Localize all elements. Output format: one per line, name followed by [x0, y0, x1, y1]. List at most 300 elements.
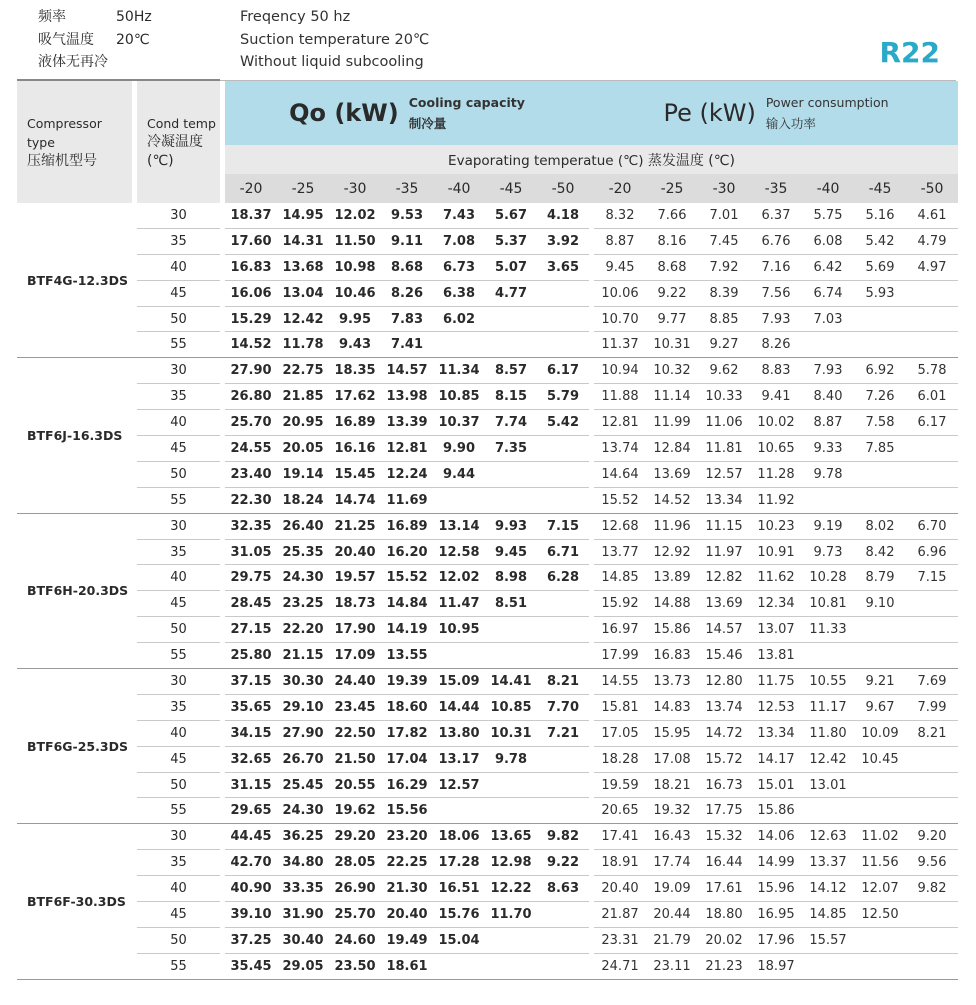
subcooling-label-cn: 液体无再冷: [38, 54, 108, 70]
pe-cell: 6.74: [802, 280, 854, 306]
qo-cell: 20.05: [277, 436, 329, 462]
pe-cell: 15.01: [750, 772, 802, 798]
pe-cell: 8.02: [854, 513, 906, 539]
pe-cell: [906, 461, 958, 487]
pe-cell: [854, 332, 906, 358]
pe-cell: 13.69: [698, 591, 750, 617]
pe-cell: 6.42: [802, 254, 854, 280]
evap-header: [225, 145, 958, 174]
pe-cell: 8.83: [750, 358, 802, 384]
cond-temp-cell: 40: [137, 876, 220, 902]
qo-cell: 14.31: [277, 228, 329, 254]
pe-cell: 20.02: [698, 927, 750, 953]
table-row: [17, 876, 958, 902]
pe-cell: 6.17: [906, 410, 958, 436]
table-row: [17, 824, 958, 850]
pe-title: Pe (kW): [663, 99, 756, 127]
qo-cell: 6.73: [433, 254, 485, 280]
qo-cell: 16.89: [381, 513, 433, 539]
pe-cell: [906, 617, 958, 643]
pe-cell: 7.93: [750, 306, 802, 332]
qo-cell: 26.40: [277, 513, 329, 539]
pe-cell: 9.78: [802, 461, 854, 487]
cond-temp-cell: 35: [137, 850, 220, 876]
pe-cell: 9.19: [802, 513, 854, 539]
pe-cell: [854, 798, 906, 824]
qo-cell: 29.20: [329, 824, 381, 850]
pe-cell: 17.41: [594, 824, 646, 850]
qo-cell: 9.22: [537, 850, 589, 876]
pe-cell: 8.79: [854, 565, 906, 591]
pe-cell: [854, 306, 906, 332]
qo-cell: 18.06: [433, 824, 485, 850]
qo-cell: [537, 902, 589, 928]
pe-cell: 20.65: [594, 798, 646, 824]
qo-cell: 5.42: [537, 410, 589, 436]
pe-cell: 19.59: [594, 772, 646, 798]
pe-cell: 11.37: [594, 332, 646, 358]
pe-cell: [906, 902, 958, 928]
qo-cell: 23.20: [381, 824, 433, 850]
qo-cell: [485, 461, 537, 487]
freq-label-cn: 频率: [38, 9, 66, 25]
qo-cell: [433, 487, 485, 513]
pe-cell: 15.32: [698, 824, 750, 850]
qo-cell: 7.70: [537, 694, 589, 720]
pe-cell: 17.99: [594, 643, 646, 669]
qo-cell: [537, 306, 589, 332]
pe-cell: 15.57: [802, 927, 854, 953]
qo-cell: 19.62: [329, 798, 381, 824]
cond-temp-cell: 40: [137, 254, 220, 280]
pe-cell: 16.73: [698, 772, 750, 798]
qo-cell: 8.21: [537, 669, 589, 695]
pe-cell: 13.69: [646, 461, 698, 487]
pe-cell: [854, 643, 906, 669]
cond-temp-cell: 30: [137, 203, 220, 228]
cond-temp-header: [137, 81, 220, 203]
qo-cell: 7.35: [485, 436, 537, 462]
qo-cell: 28.05: [329, 850, 381, 876]
qo-cell: 15.45: [329, 461, 381, 487]
pe-cell: 14.72: [698, 720, 750, 746]
suction-en: Suction temperature 20℃: [240, 31, 430, 48]
qo-cell: 10.31: [485, 720, 537, 746]
table-row: [17, 694, 958, 720]
qo-cell: 9.90: [433, 436, 485, 462]
cond-temp-cell: 35: [137, 384, 220, 410]
pe-cell: [906, 772, 958, 798]
pe-cell: 14.55: [594, 669, 646, 695]
pe-cell: 8.68: [646, 254, 698, 280]
qo-cell: 26.70: [277, 746, 329, 772]
spec-cn-block: [38, 6, 152, 74]
qo-cell: [537, 953, 589, 979]
cond-temp-cell: 30: [137, 358, 220, 384]
qo-cell: 8.26: [381, 280, 433, 306]
cond-temp-cell: 50: [137, 617, 220, 643]
pe-cell: 14.85: [802, 902, 854, 928]
pe-cell: [802, 332, 854, 358]
pe-cell: 9.45: [594, 254, 646, 280]
pe-cell: 9.77: [646, 306, 698, 332]
pe-cell: 11.92: [750, 487, 802, 513]
qo-cell: 23.50: [329, 953, 381, 979]
table-row: [17, 513, 958, 539]
pe-cell: 8.85: [698, 306, 750, 332]
cond-temp-cell: 30: [137, 824, 220, 850]
pe-cell: 9.67: [854, 694, 906, 720]
qo-cell: 15.52: [381, 565, 433, 591]
evap-temp-pe: -40: [802, 174, 854, 203]
pe-cell: 18.91: [594, 850, 646, 876]
model-name: BTF6H-20.3DS: [17, 513, 132, 668]
pe-cell: 13.81: [750, 643, 802, 669]
table-row: [17, 254, 958, 280]
qo-cell: 10.85: [485, 694, 537, 720]
qo-cell: 9.44: [433, 461, 485, 487]
qo-cell: 18.60: [381, 694, 433, 720]
qo-cell: [537, 436, 589, 462]
pe-cell: [802, 798, 854, 824]
qo-cell: 24.60: [329, 927, 381, 953]
qo-cell: 32.35: [225, 513, 277, 539]
pe-cell: 8.42: [854, 539, 906, 565]
evap-temp-qo: -25: [277, 174, 329, 203]
pe-cell: 12.57: [698, 461, 750, 487]
table-row: [17, 617, 958, 643]
qo-cell: 20.55: [329, 772, 381, 798]
qo-cell: [485, 953, 537, 979]
cond-temp-cell: 35: [137, 539, 220, 565]
pe-cell: 9.41: [750, 384, 802, 410]
qo-cell: 7.15: [537, 513, 589, 539]
pe-cell: 11.97: [698, 539, 750, 565]
qo-cell: 4.77: [485, 280, 537, 306]
subcooling-en: Without liquid subcooling: [240, 54, 424, 70]
qo-cell: 9.45: [485, 539, 537, 565]
qo-cell: 27.90: [277, 720, 329, 746]
qo-cell: 11.50: [329, 228, 381, 254]
qo-cell: 24.30: [277, 798, 329, 824]
pe-cell: 14.99: [750, 850, 802, 876]
pe-cell: 13.74: [698, 694, 750, 720]
qo-cell: 31.90: [277, 902, 329, 928]
qo-cell: 25.70: [329, 902, 381, 928]
qo-cell: [537, 617, 589, 643]
cond-temp-cell: 30: [137, 669, 220, 695]
pe-cell: 5.78: [906, 358, 958, 384]
pe-cell: 13.73: [646, 669, 698, 695]
pe-cell: [906, 280, 958, 306]
cond-temp-cell: 50: [137, 461, 220, 487]
qo-cell: 29.75: [225, 565, 277, 591]
pe-cell: 14.88: [646, 591, 698, 617]
qo-cell: 25.70: [225, 410, 277, 436]
cond-temp-cell: 55: [137, 332, 220, 358]
compressor-type-cn: 压缩机型号: [27, 152, 97, 169]
pe-cell: 21.23: [698, 953, 750, 979]
pe-cell: 15.52: [594, 487, 646, 513]
pe-cell: 19.09: [646, 876, 698, 902]
pe-cell: 13.34: [698, 487, 750, 513]
pe-cell: 11.06: [698, 410, 750, 436]
qo-cell: 14.57: [381, 358, 433, 384]
pe-cell: 7.03: [802, 306, 854, 332]
pe-cell: 14.12: [802, 876, 854, 902]
qo-cell: 6.17: [537, 358, 589, 384]
qo-cell: 8.51: [485, 591, 537, 617]
evap-temp-qo: -30: [329, 174, 381, 203]
evap-temp-qo: -40: [433, 174, 485, 203]
pe-cell: 16.44: [698, 850, 750, 876]
qo-cell: 19.57: [329, 565, 381, 591]
qo-cell: 8.63: [537, 876, 589, 902]
pe-cell: [906, 953, 958, 979]
pe-cell: 17.74: [646, 850, 698, 876]
qo-cell: 15.09: [433, 669, 485, 695]
pe-cell: 13.07: [750, 617, 802, 643]
qo-cell: 20.40: [329, 539, 381, 565]
qo-cell: 5.79: [537, 384, 589, 410]
qo-cell: 7.83: [381, 306, 433, 332]
pe-cell: 10.23: [750, 513, 802, 539]
pe-cell: 8.32: [594, 203, 646, 228]
qo-cell: 10.37: [433, 410, 485, 436]
qo-cell: 20.95: [277, 410, 329, 436]
pe-cell: [906, 436, 958, 462]
qo-cell: 10.98: [329, 254, 381, 280]
qo-cell: 25.35: [277, 539, 329, 565]
qo-cell: 35.65: [225, 694, 277, 720]
pe-cell: 11.15: [698, 513, 750, 539]
evap-temp-pe: -50: [906, 174, 958, 203]
cond-temp-cell: 55: [137, 487, 220, 513]
pe-cell: [906, 487, 958, 513]
qo-cell: 15.76: [433, 902, 485, 928]
cond-temp-cell: 50: [137, 306, 220, 332]
qo-cell: 13.98: [381, 384, 433, 410]
cond-temp-unit: (℃): [147, 152, 174, 169]
qo-cell: 12.98: [485, 850, 537, 876]
pe-cell: 18.80: [698, 902, 750, 928]
pe-cell: 17.61: [698, 876, 750, 902]
pe-cell: [854, 461, 906, 487]
qo-cell: 6.02: [433, 306, 485, 332]
evap-temp-pe: -45: [854, 174, 906, 203]
qo-cell: 29.05: [277, 953, 329, 979]
pe-cell: 24.71: [594, 953, 646, 979]
evap-temp-qo: -50: [537, 174, 589, 203]
qo-cell: 11.47: [433, 591, 485, 617]
pe-cell: [854, 487, 906, 513]
pe-cell: 6.37: [750, 203, 802, 228]
qo-cell: 17.82: [381, 720, 433, 746]
pe-cell: 4.61: [906, 203, 958, 228]
table-row: [17, 461, 958, 487]
qo-cell: 40.90: [225, 876, 277, 902]
refrigerant-badge: R22: [879, 36, 940, 69]
evap-temp-pe: -30: [698, 174, 750, 203]
qo-cell: 24.30: [277, 565, 329, 591]
qo-cell: [433, 332, 485, 358]
pe-cell: 12.68: [594, 513, 646, 539]
qo-cell: [433, 643, 485, 669]
qo-cell: 12.24: [381, 461, 433, 487]
pe-cell: 8.21: [906, 720, 958, 746]
model-name: BTF6G-25.3DS: [17, 669, 132, 824]
qo-cell: 35.45: [225, 953, 277, 979]
qo-cell: 21.30: [381, 876, 433, 902]
pe-cell: 12.07: [854, 876, 906, 902]
cond-temp-cell: 45: [137, 746, 220, 772]
pe-cell: 17.75: [698, 798, 750, 824]
freq-en: Freqency 50 hz: [240, 9, 351, 25]
pe-cell: 12.50: [854, 902, 906, 928]
qo-cell: 14.41: [485, 669, 537, 695]
pe-cell: 7.56: [750, 280, 802, 306]
table-row: [17, 772, 958, 798]
pe-cell: 13.74: [594, 436, 646, 462]
pe-cell: 9.33: [802, 436, 854, 462]
qo-cell: 3.65: [537, 254, 589, 280]
compressor-type-header: [17, 81, 132, 203]
qo-cell: 10.46: [329, 280, 381, 306]
table-row: [17, 306, 958, 332]
pe-cell: 7.69: [906, 669, 958, 695]
model-name: BTF6F-30.3DS: [17, 824, 132, 979]
cond-temp-cell: 50: [137, 927, 220, 953]
evap-temp-qo: -20: [225, 174, 277, 203]
qo-cell: 13.55: [381, 643, 433, 669]
pe-cell: 6.01: [906, 384, 958, 410]
qo-cell: 4.18: [537, 203, 589, 228]
pe-cell: 20.44: [646, 902, 698, 928]
pe-cell: 17.05: [594, 720, 646, 746]
pe-cell: 19.32: [646, 798, 698, 824]
qo-cell: 7.21: [537, 720, 589, 746]
pe-cell: 15.95: [646, 720, 698, 746]
qo-cell: 29.65: [225, 798, 277, 824]
pe-cell: 11.62: [750, 565, 802, 591]
qo-cell: 9.82: [537, 824, 589, 850]
pe-cell: 21.87: [594, 902, 646, 928]
pe-cell: 7.85: [854, 436, 906, 462]
qo-cell: 13.65: [485, 824, 537, 850]
evap-temp-pe: -35: [750, 174, 802, 203]
performance-table: [17, 81, 958, 980]
table-row: [17, 746, 958, 772]
qo-cell: 30.40: [277, 927, 329, 953]
qo-cell: 10.95: [433, 617, 485, 643]
qo-cell: 16.89: [329, 410, 381, 436]
pe-cell: 12.63: [802, 824, 854, 850]
qo-cell: [485, 487, 537, 513]
pe-cell: 13.34: [750, 720, 802, 746]
qo-cell: 9.43: [329, 332, 381, 358]
qo-cell: 5.37: [485, 228, 537, 254]
qo-cell: 17.62: [329, 384, 381, 410]
pe-cell: 11.56: [854, 850, 906, 876]
model-name: BTF6J-16.3DS: [17, 358, 132, 513]
cond-temp-cell: 40: [137, 720, 220, 746]
pe-cell: [854, 927, 906, 953]
pe-cell: 12.42: [802, 746, 854, 772]
qo-cell: 14.19: [381, 617, 433, 643]
pe-cell: 6.08: [802, 228, 854, 254]
pe-cell: 11.96: [646, 513, 698, 539]
qo-cell: 23.45: [329, 694, 381, 720]
pe-cell: [906, 798, 958, 824]
qo-cell: 16.51: [433, 876, 485, 902]
cond-temp-cell: 50: [137, 772, 220, 798]
freq-value: 50Hz: [116, 9, 152, 25]
compressor-type-en: Compressor type: [27, 115, 102, 150]
qo-cell: 14.95: [277, 203, 329, 228]
qo-cell: 8.57: [485, 358, 537, 384]
pe-cell: 10.94: [594, 358, 646, 384]
pe-cell: 11.75: [750, 669, 802, 695]
qo-cell: 24.40: [329, 669, 381, 695]
spec-en-block: [240, 6, 429, 74]
qo-cell: 17.04: [381, 746, 433, 772]
cond-temp-cell: 35: [137, 694, 220, 720]
qo-en: Cooling capacity: [408, 95, 525, 110]
pe-cell: 15.72: [698, 746, 750, 772]
pe-cell: 14.52: [646, 487, 698, 513]
qo-cell: 17.09: [329, 643, 381, 669]
qo-cell: 8.15: [485, 384, 537, 410]
qo-cell: 9.78: [485, 746, 537, 772]
qo-cell: 24.55: [225, 436, 277, 462]
pe-cell: 18.28: [594, 746, 646, 772]
qo-cell: 9.95: [329, 306, 381, 332]
qo-cell: 14.84: [381, 591, 433, 617]
evap-temp-qo: -35: [381, 174, 433, 203]
qo-cell: 14.44: [433, 694, 485, 720]
qo-cell: [537, 772, 589, 798]
pe-cell: 10.70: [594, 306, 646, 332]
pe-en: Power consumption: [765, 95, 889, 110]
qo-cell: 20.40: [381, 902, 433, 928]
evap-temp-pe: -25: [646, 174, 698, 203]
suction-label-cn: 吸气温度: [38, 31, 94, 48]
qo-cell: 34.80: [277, 850, 329, 876]
qo-cell: 21.15: [277, 643, 329, 669]
pe-cell: 7.58: [854, 410, 906, 436]
qo-cell: 16.20: [381, 539, 433, 565]
qo-cell: [537, 591, 589, 617]
pe-cell: 15.81: [594, 694, 646, 720]
pe-cell: 8.87: [594, 228, 646, 254]
qo-cell: 12.58: [433, 539, 485, 565]
qo-cell: 13.80: [433, 720, 485, 746]
pe-cell: 14.17: [750, 746, 802, 772]
qo-cell: [485, 306, 537, 332]
qo-cell: 3.92: [537, 228, 589, 254]
qo-cell: 9.11: [381, 228, 433, 254]
pe-cell: 15.96: [750, 876, 802, 902]
qo-cell: 11.70: [485, 902, 537, 928]
qo-cell: 16.29: [381, 772, 433, 798]
pe-cell: 10.45: [854, 746, 906, 772]
pe-cell: 9.20: [906, 824, 958, 850]
pe-cell: 13.77: [594, 539, 646, 565]
pe-cell: 7.15: [906, 565, 958, 591]
cond-temp-cell: 45: [137, 902, 220, 928]
qo-cell: 42.70: [225, 850, 277, 876]
qo-cn: 制冷量: [408, 116, 447, 131]
